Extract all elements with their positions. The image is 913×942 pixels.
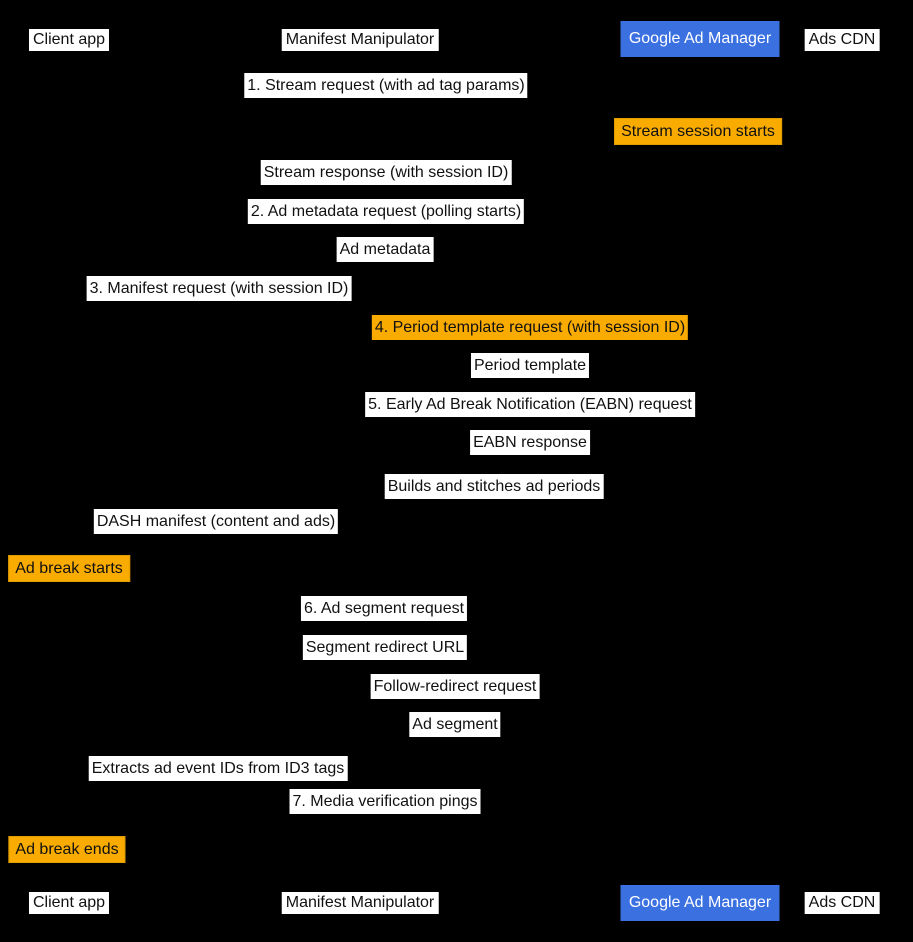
message-4-period-template-request: 4. Period template request (with session ID) xyxy=(372,315,688,340)
participant-ads-cdn-top: Ads CDN xyxy=(805,29,880,51)
participant-client-app-top: Client app xyxy=(29,29,109,51)
message-6-ad-segment-request: 6. Ad segment request xyxy=(301,596,467,621)
message-ad-segment: Ad segment xyxy=(409,712,500,737)
message-follow-redirect-request: Follow-redirect request xyxy=(371,674,540,699)
message-ad-metadata: Ad metadata xyxy=(337,237,434,262)
message-7-media-verification-pings: 7. Media verification pings xyxy=(290,789,481,814)
participant-ads-cdn-bottom: Ads CDN xyxy=(805,892,880,914)
message-2-ad-metadata-request: 2. Ad metadata request (polling starts) xyxy=(248,199,524,224)
message-stream-response: Stream response (with session ID) xyxy=(261,160,512,185)
note-ad-break-starts: Ad break starts xyxy=(8,555,130,582)
message-segment-redirect-url: Segment redirect URL xyxy=(303,635,467,660)
participant-google-ad-manager-bottom: Google Ad Manager xyxy=(621,885,780,921)
message-period-template: Period template xyxy=(471,353,589,378)
message-dash-manifest: DASH manifest (content and ads) xyxy=(94,509,338,534)
message-eabn-response: EABN response xyxy=(470,430,590,455)
note-stream-session-starts: Stream session starts xyxy=(614,118,782,145)
participant-manifest-manipulator-bottom: Manifest Manipulator xyxy=(282,892,439,914)
message-builds-stitches-ad-periods: Builds and stitches ad periods xyxy=(385,474,604,499)
message-3-manifest-request: 3. Manifest request (with session ID) xyxy=(87,276,352,301)
participant-client-app-bottom: Client app xyxy=(29,892,109,914)
participant-google-ad-manager-top: Google Ad Manager xyxy=(621,21,780,57)
message-1-stream-request: 1. Stream request (with ad tag params) xyxy=(244,73,527,98)
participant-manifest-manipulator-top: Manifest Manipulator xyxy=(282,29,439,51)
message-5-eabn-request: 5. Early Ad Break Notification (EABN) request xyxy=(365,392,695,417)
message-extracts-id3-tags: Extracts ad event IDs from ID3 tags xyxy=(89,756,348,781)
note-ad-break-ends: Ad break ends xyxy=(8,836,125,863)
